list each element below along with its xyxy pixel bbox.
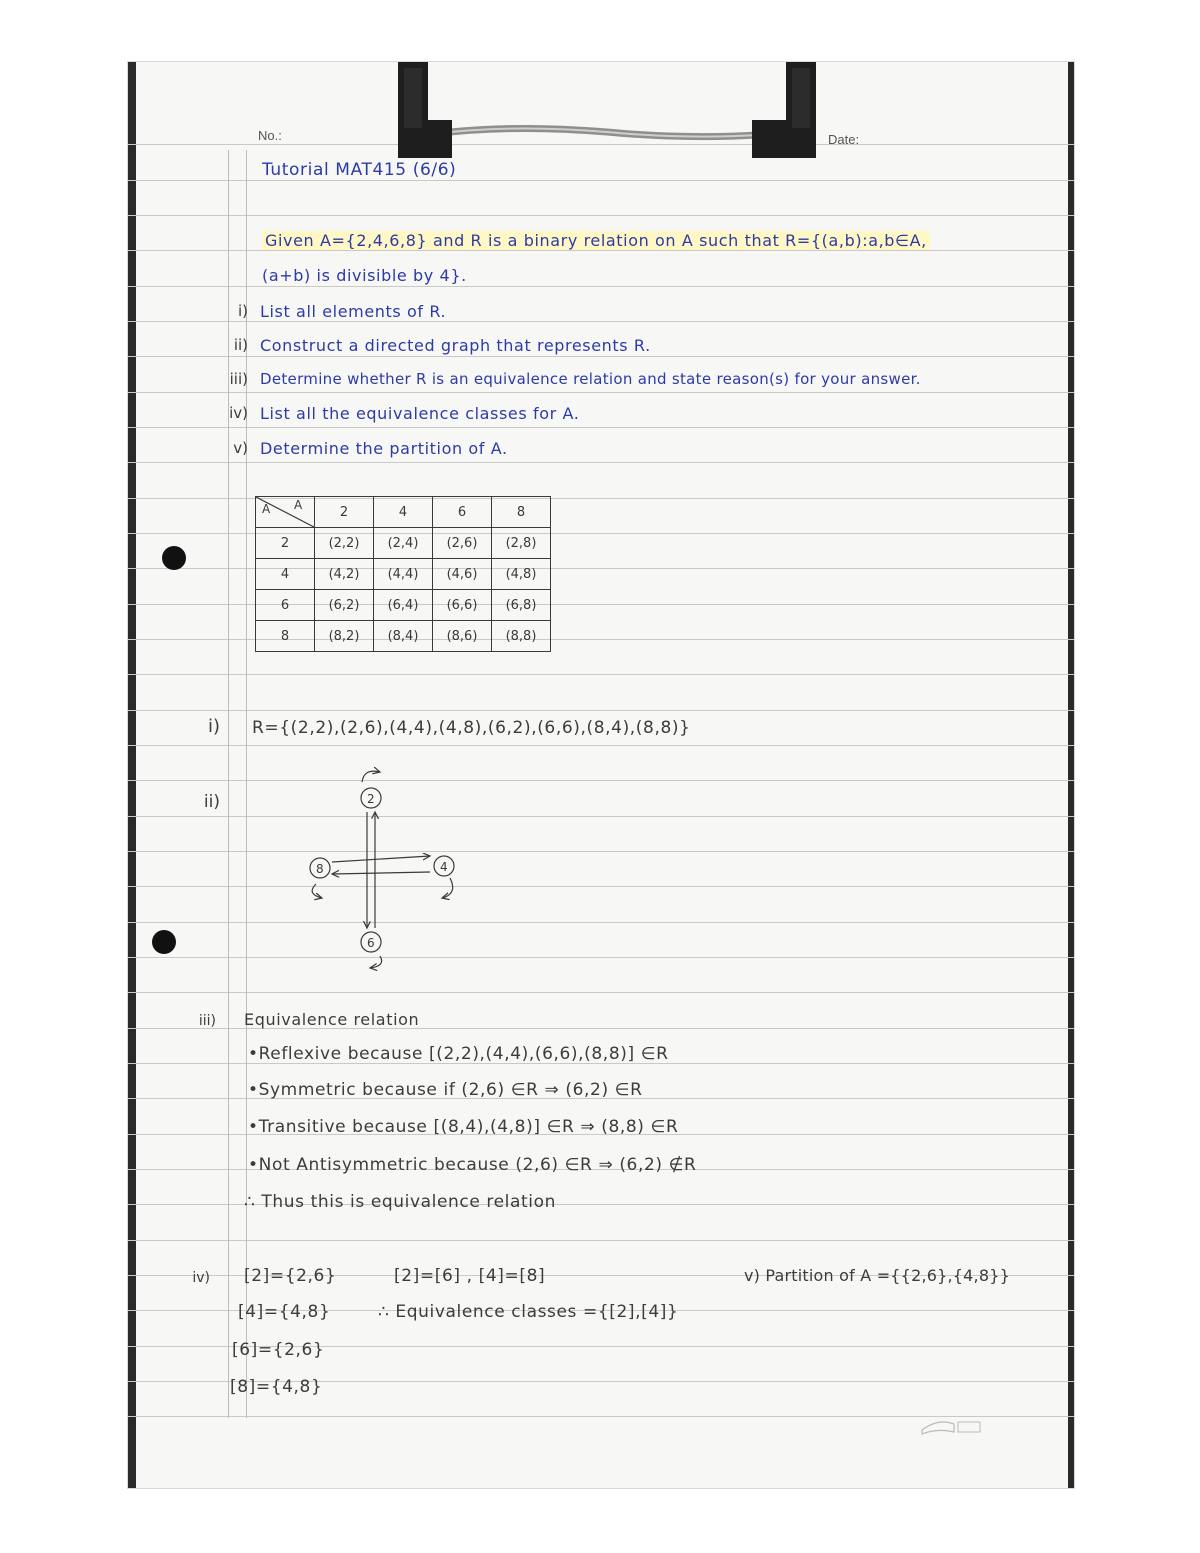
table-cell: (8,8) xyxy=(492,621,551,652)
table-row xyxy=(256,621,551,652)
table-cell: (2,6) xyxy=(433,528,492,559)
column-header: 8 xyxy=(492,497,551,528)
table-cell: (8,4) xyxy=(374,621,433,652)
answer-i-text: R={(2,2),(2,6),(4,4),(4,8),(6,2),(6,6),(8,4),(8,8)} xyxy=(252,718,691,738)
table-cell: (8,6) xyxy=(433,621,492,652)
table-corner-cell xyxy=(256,497,315,528)
self-loop-2 xyxy=(362,771,380,782)
directed-graph xyxy=(290,760,490,980)
equivalence-classes-line: ∴ Equivalence classes ={[2],[4]} xyxy=(378,1302,679,1322)
table-cell: (8,2) xyxy=(315,621,374,652)
part-number: iv) xyxy=(229,404,248,422)
question-part-iii: Determine whether R is an equivalence relation and state reason(s) for your answer. xyxy=(260,370,921,388)
column-header: 4 xyxy=(374,497,433,528)
column-header: 2 xyxy=(315,497,374,528)
corner-row-label: A xyxy=(262,502,271,516)
class-line: [2]={2,6} xyxy=(244,1266,337,1286)
table-cell: (4,8) xyxy=(492,559,551,590)
partition-line: v) Partition of A ={{2,6},{4,8}} xyxy=(744,1266,1010,1285)
table-cell: (6,4) xyxy=(374,590,433,621)
table-cell: (4,4) xyxy=(374,559,433,590)
table-row xyxy=(256,590,551,621)
class-line: [4]={4,8} xyxy=(238,1302,331,1322)
part-number: ii) xyxy=(233,336,248,354)
self-loop-6 xyxy=(370,956,382,968)
answer-iii-heading: Equivalence relation xyxy=(244,1010,420,1029)
binder-hole xyxy=(162,546,186,570)
number-label: No.: xyxy=(258,128,282,143)
svg-text:8: 8 xyxy=(316,862,324,876)
table-header-row xyxy=(256,497,551,528)
answer-number: i) xyxy=(207,716,220,737)
table-cell: (6,6) xyxy=(433,590,492,621)
table-cell: (6,2) xyxy=(315,590,374,621)
self-loop-8 xyxy=(312,884,322,898)
answer-number: ii) xyxy=(203,792,220,812)
class-line: [6]={2,6} xyxy=(232,1340,325,1360)
class-line: [8]={4,8} xyxy=(230,1377,323,1397)
question-part-ii: Construct a directed graph that represents R. xyxy=(260,336,651,355)
conclusion-line: ∴ Thus this is equivalence relation xyxy=(244,1192,556,1212)
clipboard-clip xyxy=(392,62,822,162)
reason-line: •Reflexive because [(2,2),(4,4),(6,6),(8,8)] ∈R xyxy=(248,1044,669,1064)
row-header: 2 xyxy=(256,528,315,559)
table-cell: (2,8) xyxy=(492,528,551,559)
self-loop-4 xyxy=(442,878,453,898)
table-row xyxy=(256,528,551,559)
graph-node-6 xyxy=(361,932,381,952)
table-cell: (6,8) xyxy=(492,590,551,621)
reason-line: •Not Antisymmetric because (2,6) ∈R ⇒ (6,2) ∉R xyxy=(248,1155,697,1175)
question-given-line2: (a+b) is divisible by 4}. xyxy=(262,266,467,285)
date-label: Date: xyxy=(828,132,860,147)
row-header: 8 xyxy=(256,621,315,652)
svg-text:4: 4 xyxy=(440,860,448,874)
notebook-logo-icon xyxy=(918,1410,988,1436)
reason-line: •Transitive because [(8,4),(4,8)] ∈R ⇒ (8,8) ∈R xyxy=(248,1117,679,1137)
svg-text:2: 2 xyxy=(367,792,375,806)
page-title: Tutorial MAT415 (6/6) xyxy=(262,160,457,180)
graph-node-2 xyxy=(361,788,381,808)
graph-node-8 xyxy=(310,858,330,878)
table-row xyxy=(256,559,551,590)
corner-col-label: A xyxy=(294,498,303,512)
question-part-i: List all elements of R. xyxy=(260,302,447,321)
part-number: iii) xyxy=(229,370,248,388)
table-cell: (4,2) xyxy=(315,559,374,590)
question-part-v: Determine the partition of A. xyxy=(260,439,508,458)
answer-number: iii) xyxy=(198,1013,216,1029)
row-header: 6 xyxy=(256,590,315,621)
question-given-line1: Given A={2,4,6,8} and R is a binary relation on A such that R={(a,b):a,b∈A, xyxy=(262,231,930,250)
part-number: i) xyxy=(237,302,248,320)
answer-number: iv) xyxy=(192,1270,210,1286)
class-equality-line: [2]=[6] , [4]=[8] xyxy=(394,1266,546,1286)
graph-node-4 xyxy=(434,856,454,876)
part-number: v) xyxy=(233,439,248,457)
table-cell: (4,6) xyxy=(433,559,492,590)
reason-line: •Symmetric because if (2,6) ∈R ⇒ (6,2) ∈R xyxy=(248,1080,643,1100)
column-header: 6 xyxy=(433,497,492,528)
relation-table xyxy=(255,496,551,652)
svg-text:6: 6 xyxy=(367,936,375,950)
binder-hole xyxy=(152,930,176,954)
row-header: 4 xyxy=(256,559,315,590)
table-cell: (2,4) xyxy=(374,528,433,559)
question-part-iv: List all the equivalence classes for A. xyxy=(260,404,580,423)
table-cell: (2,2) xyxy=(315,528,374,559)
